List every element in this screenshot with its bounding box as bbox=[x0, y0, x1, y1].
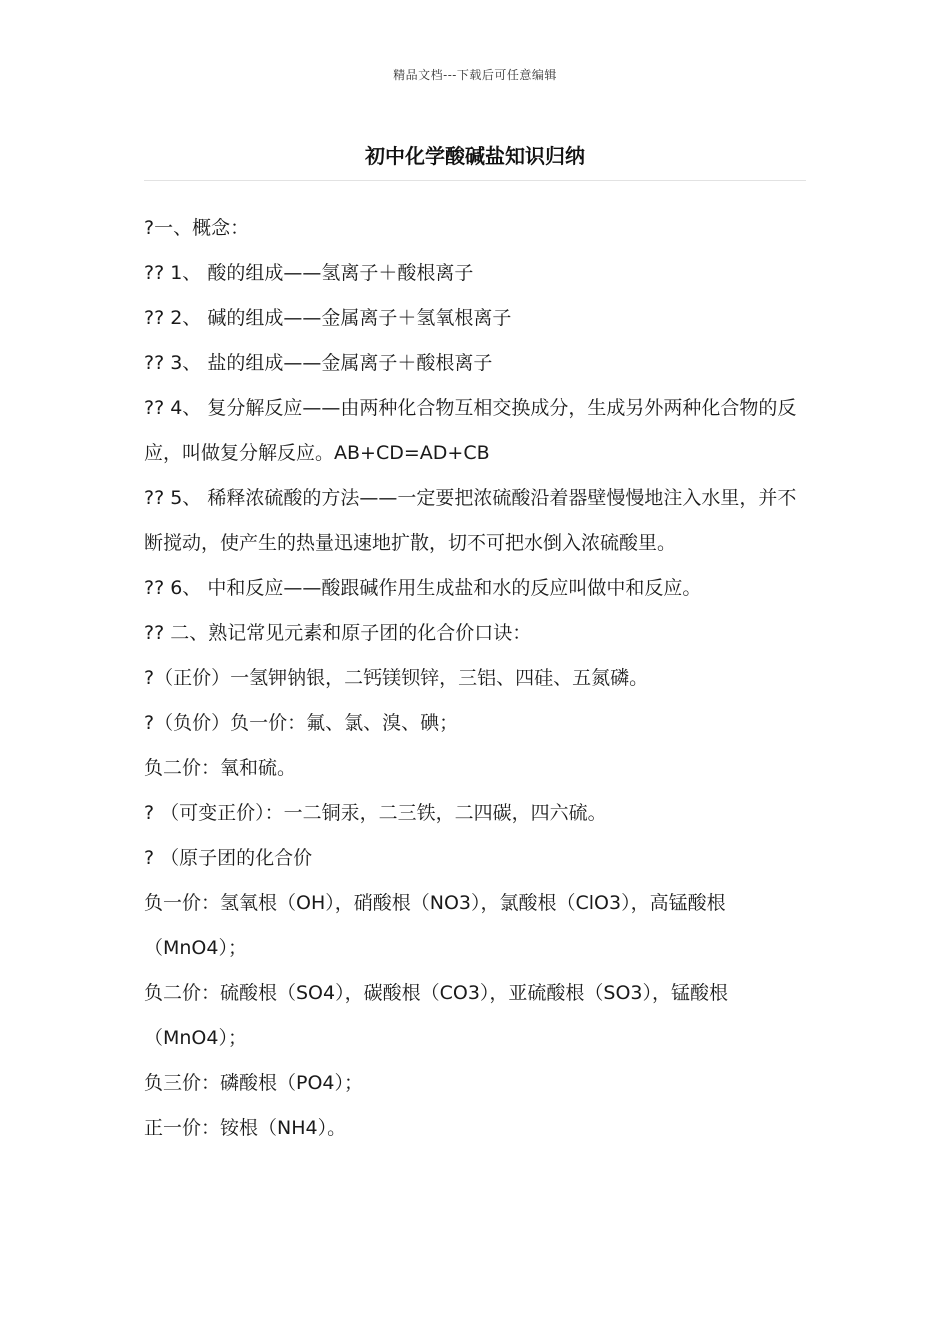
paragraph-radical-plus-one: 正一价：铵根（NH4）。 bbox=[144, 1117, 347, 1139]
paragraph-radical-minus-three: 负三价：磷酸根（PO4）； bbox=[144, 1072, 364, 1094]
paragraph-radical-minus-two: 负二价：硫酸根（SO4），碳酸根（CO3），亚硫酸根（SO3），锰酸根（MnO4）； bbox=[144, 982, 729, 1049]
paragraph-radical-heading: ? （原子团的化合价 bbox=[144, 847, 313, 869]
paragraph-negative-valence-two: 负二价：氧和硫。 bbox=[144, 757, 297, 779]
paragraph-radical-minus-one: 负一价：氢氧根（OH），硝酸根（NO3），氯酸根（ClO3），高锰酸根（MnO4）； bbox=[144, 892, 726, 959]
paragraph-neutralization: ?? 6、 中和反应——酸跟碱作用生成盐和水的反应叫做中和反应。 bbox=[144, 577, 702, 599]
title-divider bbox=[144, 180, 806, 181]
paragraph-dilute-sulfuric-acid: ?? 5、 稀释浓硫酸的方法——一定要把浓硫酸沿着器壁慢慢地注入水里，并不断搅动，使产生的热量迅速地扩散，切不可把水倒入浓硫酸里。 bbox=[144, 487, 797, 554]
paragraph-base-composition: ?? 2、 碱的组成——金属离子＋氢氧根离子 bbox=[144, 307, 512, 329]
paragraph-acid-composition: ?? 1、 酸的组成——氢离子＋酸根离子 bbox=[144, 262, 474, 284]
document-body bbox=[144, 206, 809, 1151]
section-heading-valence: ?? 二、熟记常见元素和原子团的化合价口诀： bbox=[144, 622, 532, 644]
paragraph-salt-composition: ?? 3、 盐的组成——金属离子＋酸根离子 bbox=[144, 352, 493, 374]
paragraph-double-decomposition: ?? 4、 复分解反应——由两种化合物互相交换成分，生成另外两种化合物的反应，叫做复分解反应。AB+CD=AD+CB bbox=[144, 397, 797, 464]
paragraph-variable-valence: ? （可变正价）：一二铜汞，二三铁，二四碳，四六硫。 bbox=[144, 802, 607, 824]
page-title: 初中化学酸碱盐知识归纳 bbox=[365, 144, 585, 168]
paragraph-positive-valence: ?（正价）一氢钾钠银，二钙镁钡锌，三铝、四硅、五氮磷。 bbox=[144, 667, 649, 689]
paragraph-negative-valence-one: ?（负价）负一价：氟、氯、溴、碘； bbox=[144, 712, 459, 734]
section-heading-concepts: ?一、概念： bbox=[144, 217, 250, 239]
header-note: 精品文档---下载后可任意编辑 bbox=[393, 68, 557, 82]
